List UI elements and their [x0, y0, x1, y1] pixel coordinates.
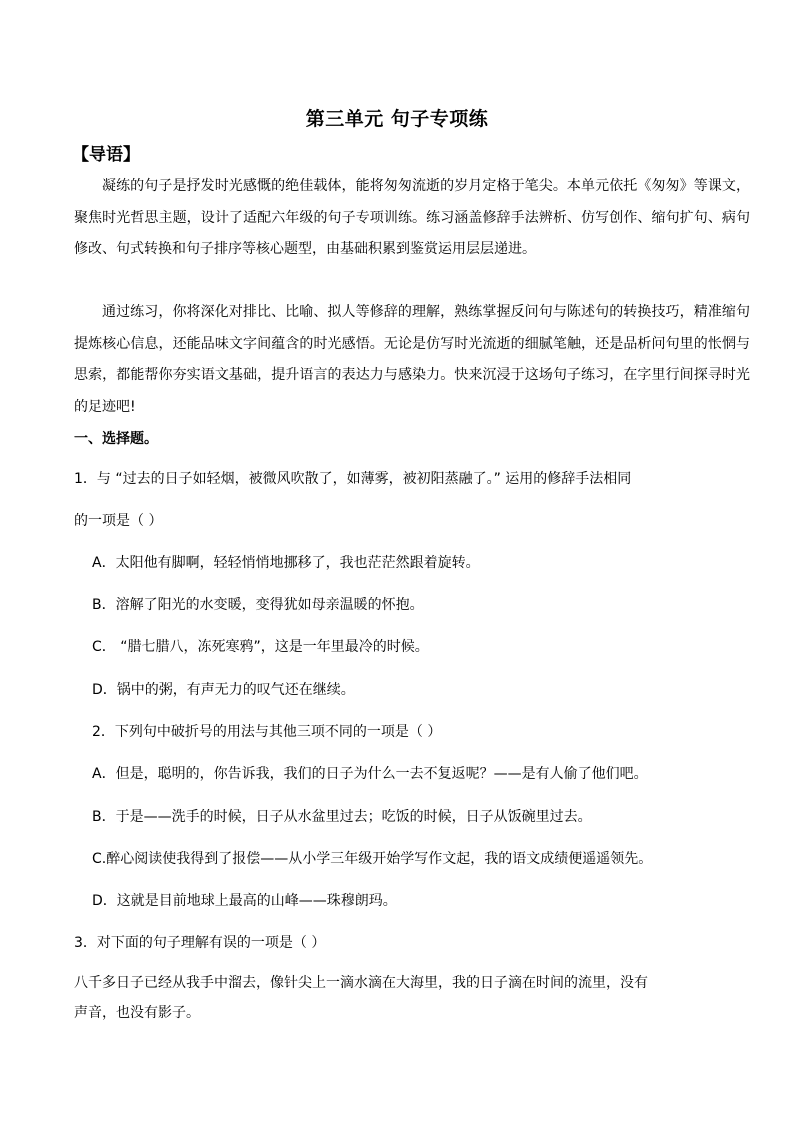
intro-paragraph-1: 凝练的句子是抒发时光感慨的绝佳载体，能将匆匆流逝的岁月定格于笔尖。本单元依托《匆匆》等课文，聚焦时光哲思主题，设计了适配六年级的句子专项训练。练习涵盖修辞手法辨析、仿写创作、缩句扩句、病句修改、句式转换和句子排序等核心题型，由基础积累到鉴赏运用层层递进。: [74, 178, 750, 257]
intro-paragraph-2: 通过练习，你将深化对排比、比喻、拟人等修辞的理解，熟练掌握反问句与陈述句的转换技巧，精准缩句提炼核心信息，还能品味文字间蕴含的时光感悟。无论是仿写时光流逝的细腻笔触，还是品析问句里的怅惘与思索，都能帮你夯实语文基础，提升语言的表达力与感染力。快来沉浸于这场句子练习，在字里行间探寻时光的足迹吧!: [74, 304, 750, 415]
question-1-stem-line-2: 的一项是（ ）: [74, 513, 163, 529]
question-1-option-d: D．锅中的粥，有声无力的叹气还在继续。: [92, 682, 355, 698]
section-one-title: 一、选择题。: [74, 431, 158, 447]
question-3-stem: 3．对下面的句子理解有误的一项是（ ）: [74, 935, 326, 951]
document-title: 第三单元 句子专项练: [305, 108, 489, 130]
question-3-passage-line-1: 八千多日子已经从我手中溜去，像针尖上一滴水滴在大海里，我的日子滴在时间的流里，没有: [74, 975, 648, 991]
question-3-passage-line-2: 声音，也没有影子。: [74, 1005, 200, 1021]
question-2-option-b: B．于是——洗手的时候，日子从水盆里过去；吃饭的时候，日子从饭碗里过去。: [92, 809, 592, 825]
question-1-option-a: A．太阳他有脚啊，轻轻悄悄地挪移了，我也茫茫然跟着旋转。: [92, 555, 480, 571]
question-2-option-c: C.醉心阅读使我得到了报偿——从小学三年级开始学写作文起，我的语文成绩便遥遥领先。: [92, 851, 653, 867]
question-2-option-d: D．这就是目前地球上最高的山峰——珠穆朗玛。: [92, 893, 397, 909]
intro-heading: 【导语】: [72, 145, 140, 165]
question-2-stem: 2．下列句中破折号的用法与其他三项不同的一项是（ ）: [92, 724, 442, 740]
question-1-option-c: C． “腊七腊八，冻死寒鸦”，这是一年里最冷的时候。: [92, 639, 429, 655]
question-2-option-a: A．但是，聪明的，你告诉我，我们的日子为什么一去不复返呢？——是有人偷了他们吧。: [92, 766, 648, 782]
question-1-option-b: B．溶解了阳光的水变暖，变得犹如母亲温暖的怀抱。: [92, 597, 424, 613]
question-1-stem-line-1: 1．与 “过去的日子如轻烟，被微风吹散了，如薄雾，被初阳蒸融了。” 运用的修辞手法相同: [74, 471, 632, 487]
